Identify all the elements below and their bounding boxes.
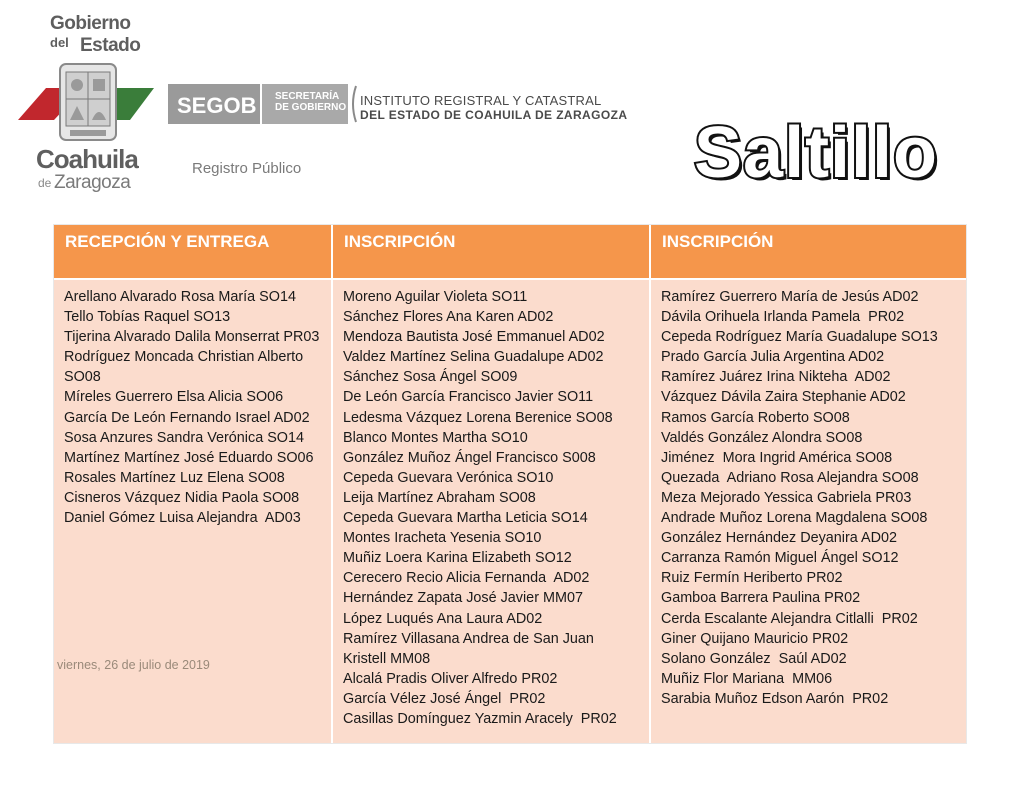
institute-title-line2: DEL ESTADO DE COAHUILA DE ZARAGOZA [360, 108, 628, 122]
list-item: Vázquez Dávila Zaira Stephanie AD02 [661, 389, 906, 406]
list-item: Rodríguez Moncada Christian Alberto SO08 [64, 349, 308, 386]
state-name: Coahuila [36, 144, 138, 174]
list-item: Sarabia Muñoz Edson Aarón PR02 [661, 690, 889, 707]
list-item: Sánchez Sosa Ángel SO09 [343, 369, 518, 386]
institute-title-line1: INSTITUTO REGISTRAL Y CATASTRAL [360, 93, 602, 108]
list-item: González Hernández Deyanira AD02 [661, 530, 897, 547]
list-item: Ruiz Fermín Heriberto PR02 [661, 570, 843, 587]
divider-bracket-icon [348, 84, 358, 124]
list-item: Ledesma Vázquez Lorena Berenice SO08 [343, 409, 613, 426]
list-item: Muñiz Flor Mariana MM06 [661, 670, 833, 687]
column-header: RECEPCIÓN Y ENTREGA [54, 225, 331, 280]
name-list [54, 280, 331, 528]
list-item: Cerecero Recio Alicia Fernanda AD02 [343, 570, 590, 587]
list-item: García De León Fernando Israel AD02 [64, 409, 310, 426]
secretaria-line2: DE GOBIERNO [275, 102, 347, 113]
secretaria-line1: SECRETARÍA [275, 91, 340, 102]
list-item: Cerda Escalante Alejandra Citlalli PR02 [661, 610, 918, 627]
name-list [651, 280, 966, 709]
list-item: García Vélez José Ángel PR02 [343, 690, 546, 707]
state-name-suffix: Zaragoza [54, 172, 131, 193]
list-item: González Muñoz Ángel Francisco S008 [343, 449, 596, 466]
list-item: Gamboa Barrera Paulina PR02 [661, 590, 861, 607]
list-item: Sosa Anzures Sandra Verónica SO14 [64, 429, 304, 446]
list-item: Valdez Martínez Selina Guadalupe AD02 [343, 349, 604, 366]
gov-logo-line2: del [50, 35, 69, 50]
secretaria-label [275, 91, 346, 113]
list-item: Tello Tobías Raquel SO13 [64, 309, 231, 326]
list-item: Prado García Julia Argentina AD02 [661, 349, 885, 366]
registro-publico-label: Registro Público [192, 160, 302, 177]
state-crest-icon [18, 62, 158, 148]
gov-logo-line3: Estado [80, 35, 141, 56]
list-item: Arellano Alvarado Rosa María SO14 [64, 289, 296, 305]
list-item: Cepeda Rodríguez María Guadalupe SO13 [661, 329, 938, 346]
column-inscripcion-1 [333, 225, 649, 743]
column-inscripcion-2 [651, 225, 966, 743]
list-item: Muñiz Loera Karina Elizabeth SO12 [343, 550, 572, 567]
column-header: INSCRIPCIÓN [651, 225, 966, 280]
state-name-de: de [38, 176, 52, 190]
list-item: Blanco Montes Martha SO10 [343, 429, 528, 446]
list-item: Míreles Guerrero Elsa Alicia SO06 [64, 389, 284, 406]
list-item: Hernández Zapata José Javier MM07 [343, 590, 583, 607]
list-item: Sánchez Flores Ana Karen AD02 [343, 309, 554, 326]
list-item: Martínez Martínez José Eduardo SO06 [64, 449, 314, 466]
list-item: Ramos García Roberto SO08 [661, 409, 850, 426]
list-item: Meza Mejorado Yessica Gabriela PR03 [661, 489, 912, 506]
list-item: Rosales Martínez Luz Elena SO08 [64, 469, 285, 486]
list-item: Daniel Gómez Luisa Alejandra AD03 [64, 510, 301, 527]
list-item: Ramírez Guerrero María de Jesús AD02 [661, 289, 919, 305]
list-item: Cepeda Guevara Martha Leticia SO14 [343, 510, 588, 527]
list-item: Ramírez Villasana Andrea de San Juan [343, 630, 594, 647]
footer-date: viernes, 26 de julio de 2019 [57, 658, 210, 672]
segob-label: SEGOB [177, 93, 257, 118]
list-item: Cisneros Vázquez Nidia Paola SO08 [64, 489, 300, 506]
list-item: Dávila Orihuela Irlanda Pamela PR02 [661, 309, 905, 326]
city-title: Saltillo [694, 113, 939, 193]
gov-logo-line1: Gobierno [50, 13, 131, 34]
list-item: Solano González Saúl AD02 [661, 650, 847, 667]
list-item: Kristell MM08 [343, 650, 431, 667]
list-item: Montes Iracheta Yesenia SO10 [343, 530, 542, 547]
list-item: Mendoza Bautista José Emmanuel AD02 [343, 329, 605, 346]
list-item: Quezada Adriano Rosa Alejandra SO08 [661, 469, 919, 486]
list-item: Cepeda Guevara Verónica SO10 [343, 469, 554, 486]
column-header: INSCRIPCIÓN [333, 225, 649, 280]
list-item: Leija Martínez Abraham SO08 [343, 489, 536, 506]
list-item: Jiménez Mora Ingrid América SO08 [661, 449, 893, 466]
list-item: Ramírez Juárez Irina Nikteha AD02 [661, 369, 891, 386]
list-item: López Luqués Ana Laura AD02 [343, 610, 543, 627]
list-item: Giner Quijano Mauricio PR02 [661, 630, 849, 647]
list-item: Alcalá Pradis Oliver Alfredo PR02 [343, 670, 558, 687]
list-item: Carranza Ramón Miguel Ángel SO12 [661, 550, 899, 567]
list-item: Casillas Domínguez Yazmin Aracely PR02 [343, 710, 617, 727]
list-item: Tijerina Alvarado Dalila Monserrat PR03 [64, 329, 320, 346]
list-item: Andrade Muñoz Lorena Magdalena SO08 [661, 510, 928, 527]
list-item: Valdés González Alondra SO08 [661, 429, 863, 446]
list-item: Moreno Aguilar Violeta SO11 [343, 289, 528, 305]
name-list [333, 280, 649, 729]
list-item: De León García Francisco Javier SO11 [343, 389, 594, 406]
